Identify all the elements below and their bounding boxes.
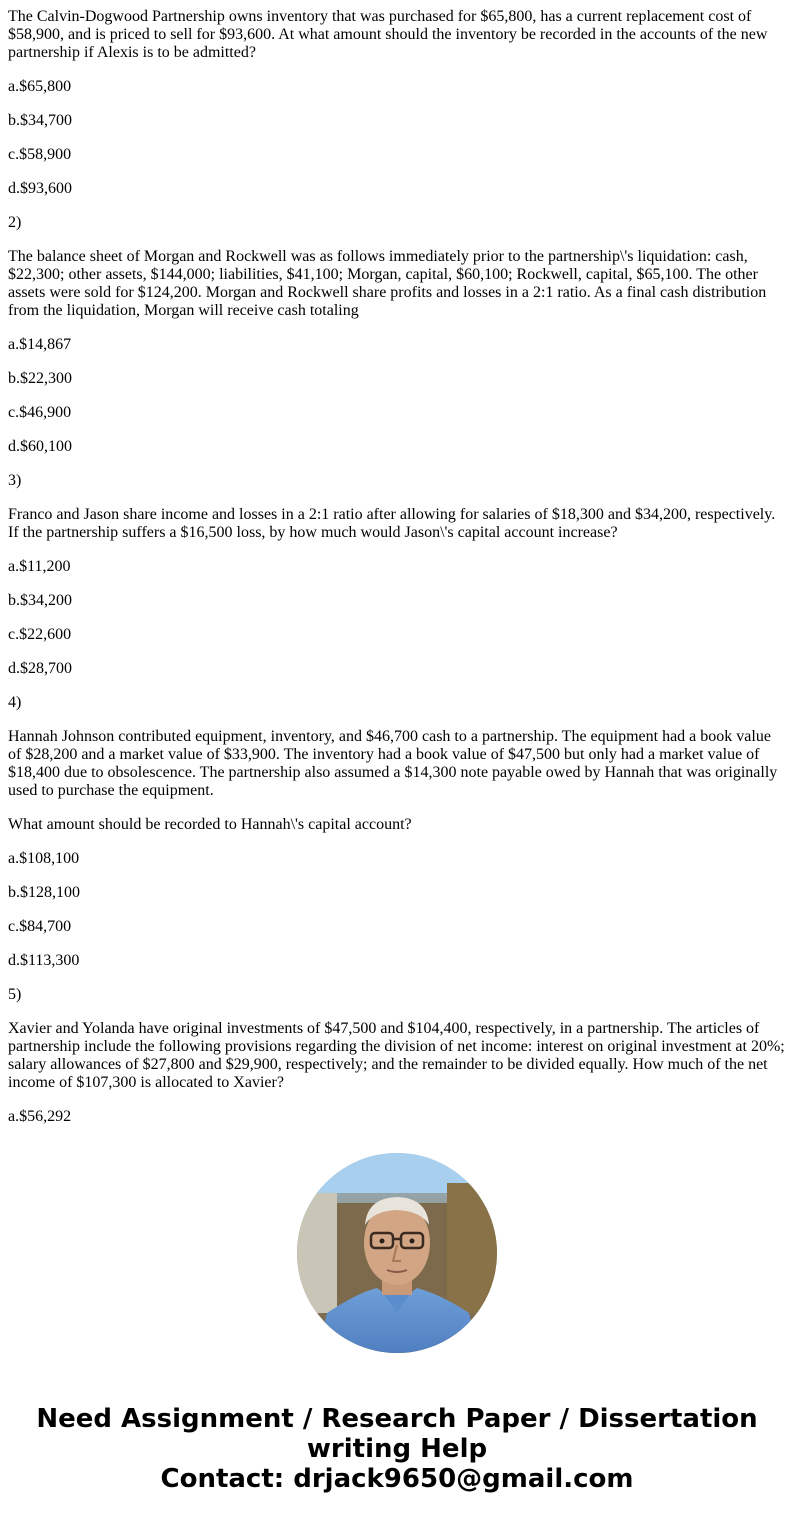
promo-banner bbox=[0, 1404, 794, 1494]
question-3-number: 3) bbox=[8, 472, 22, 489]
question-4-text: Hannah Johnson contributed equipment, inventory, and $46,700 cash to a partnership. The equipment had a book value of $28,200 and a market value of $33,900. The inventory had a book value of $47,500 but only had a market value of $18,400 due to obsolescence. The partnership also assumed a $14,300 note payable owed by Hannah that was originally used to purchase the equipment. bbox=[8, 728, 778, 799]
question-2-number: 2) bbox=[8, 214, 22, 231]
question-2-option-b: b.$22,300 bbox=[8, 370, 72, 387]
question-3-text: Franco and Jason share income and losses in a 2:1 ratio after allowing for salaries of $18,300 and $34,200, respectively. If the partnership suffers a $16,500 loss, by how much would Jason\'s capital account increase? bbox=[8, 506, 776, 541]
promo-banner-contact: Contact: drjack9650@gmail.com bbox=[160, 1464, 634, 1494]
question-4-option-a: a.$108,100 bbox=[8, 850, 80, 867]
question-2-text: The balance sheet of Morgan and Rockwell was as follows immediately prior to the partnership\'s liquidation: cash, $22,300; other assets, $144,000; liabilities, $41,100; Morgan, capital, $60,100; Rockwell, capital, $65,100. The other assets were sold for $124,200. Morgan and Rockwell share profits and losses in a 2:1 ratio. As a final cash distribution from the liquidation, Morgan will receive cash totaling bbox=[8, 248, 767, 319]
question-1-option-a: a.$65,800 bbox=[8, 78, 72, 95]
question-1-text: The Calvin-Dogwood Partnership owns inventory that was purchased for $65,800, has a current replacement cost of $58,900, and is priced to sell for $93,600. At what amount should the inventory be recorded in the accounts of the new partnership if Alexis is to be admitted? bbox=[8, 8, 768, 61]
question-3-option-d: d.$28,700 bbox=[8, 660, 72, 677]
question-1-option-b: b.$34,700 bbox=[8, 112, 72, 129]
author-portrait-image bbox=[297, 1153, 497, 1353]
question-1-option-c: c.$58,900 bbox=[8, 146, 72, 163]
question-3-option-c: c.$22,600 bbox=[8, 626, 72, 643]
question-4-number: 4) bbox=[8, 694, 22, 711]
question-2-option-c: c.$46,900 bbox=[8, 404, 72, 421]
author-avatar bbox=[297, 1153, 497, 1353]
question-1-option-d: d.$93,600 bbox=[8, 180, 72, 197]
question-4-option-d: d.$113,300 bbox=[8, 952, 80, 969]
promo-banner-line-1: Need Assignment / Research Paper / Dissertation bbox=[36, 1404, 758, 1434]
question-document bbox=[8, 8, 788, 1142]
question-2-option-d: d.$60,100 bbox=[8, 438, 72, 455]
question-5-text: Xavier and Yolanda have original investments of $47,500 and $104,400, respectively, in a partnership. The articles of partnership include the following provisions regarding the division of net income: interest on original investment at 20%; salary allowances of $27,800 and $29,900, respectively; and the remainder to be divided equally. How much of the net income of $107,300 is allocated to Xavier? bbox=[8, 1020, 785, 1091]
question-3-option-a: a.$11,200 bbox=[8, 558, 71, 575]
promo-banner-line-2: writing Help bbox=[306, 1434, 488, 1464]
question-3-option-b: b.$34,200 bbox=[8, 592, 72, 609]
question-4-option-b: b.$128,100 bbox=[8, 884, 80, 901]
question-5-number: 5) bbox=[8, 986, 22, 1003]
question-5-option-a: a.$56,292 bbox=[8, 1108, 72, 1125]
question-4-prompt: What amount should be recorded to Hannah\'s capital account? bbox=[8, 816, 412, 833]
question-4-option-c: c.$84,700 bbox=[8, 918, 72, 935]
question-2-option-a: a.$14,867 bbox=[8, 336, 72, 353]
